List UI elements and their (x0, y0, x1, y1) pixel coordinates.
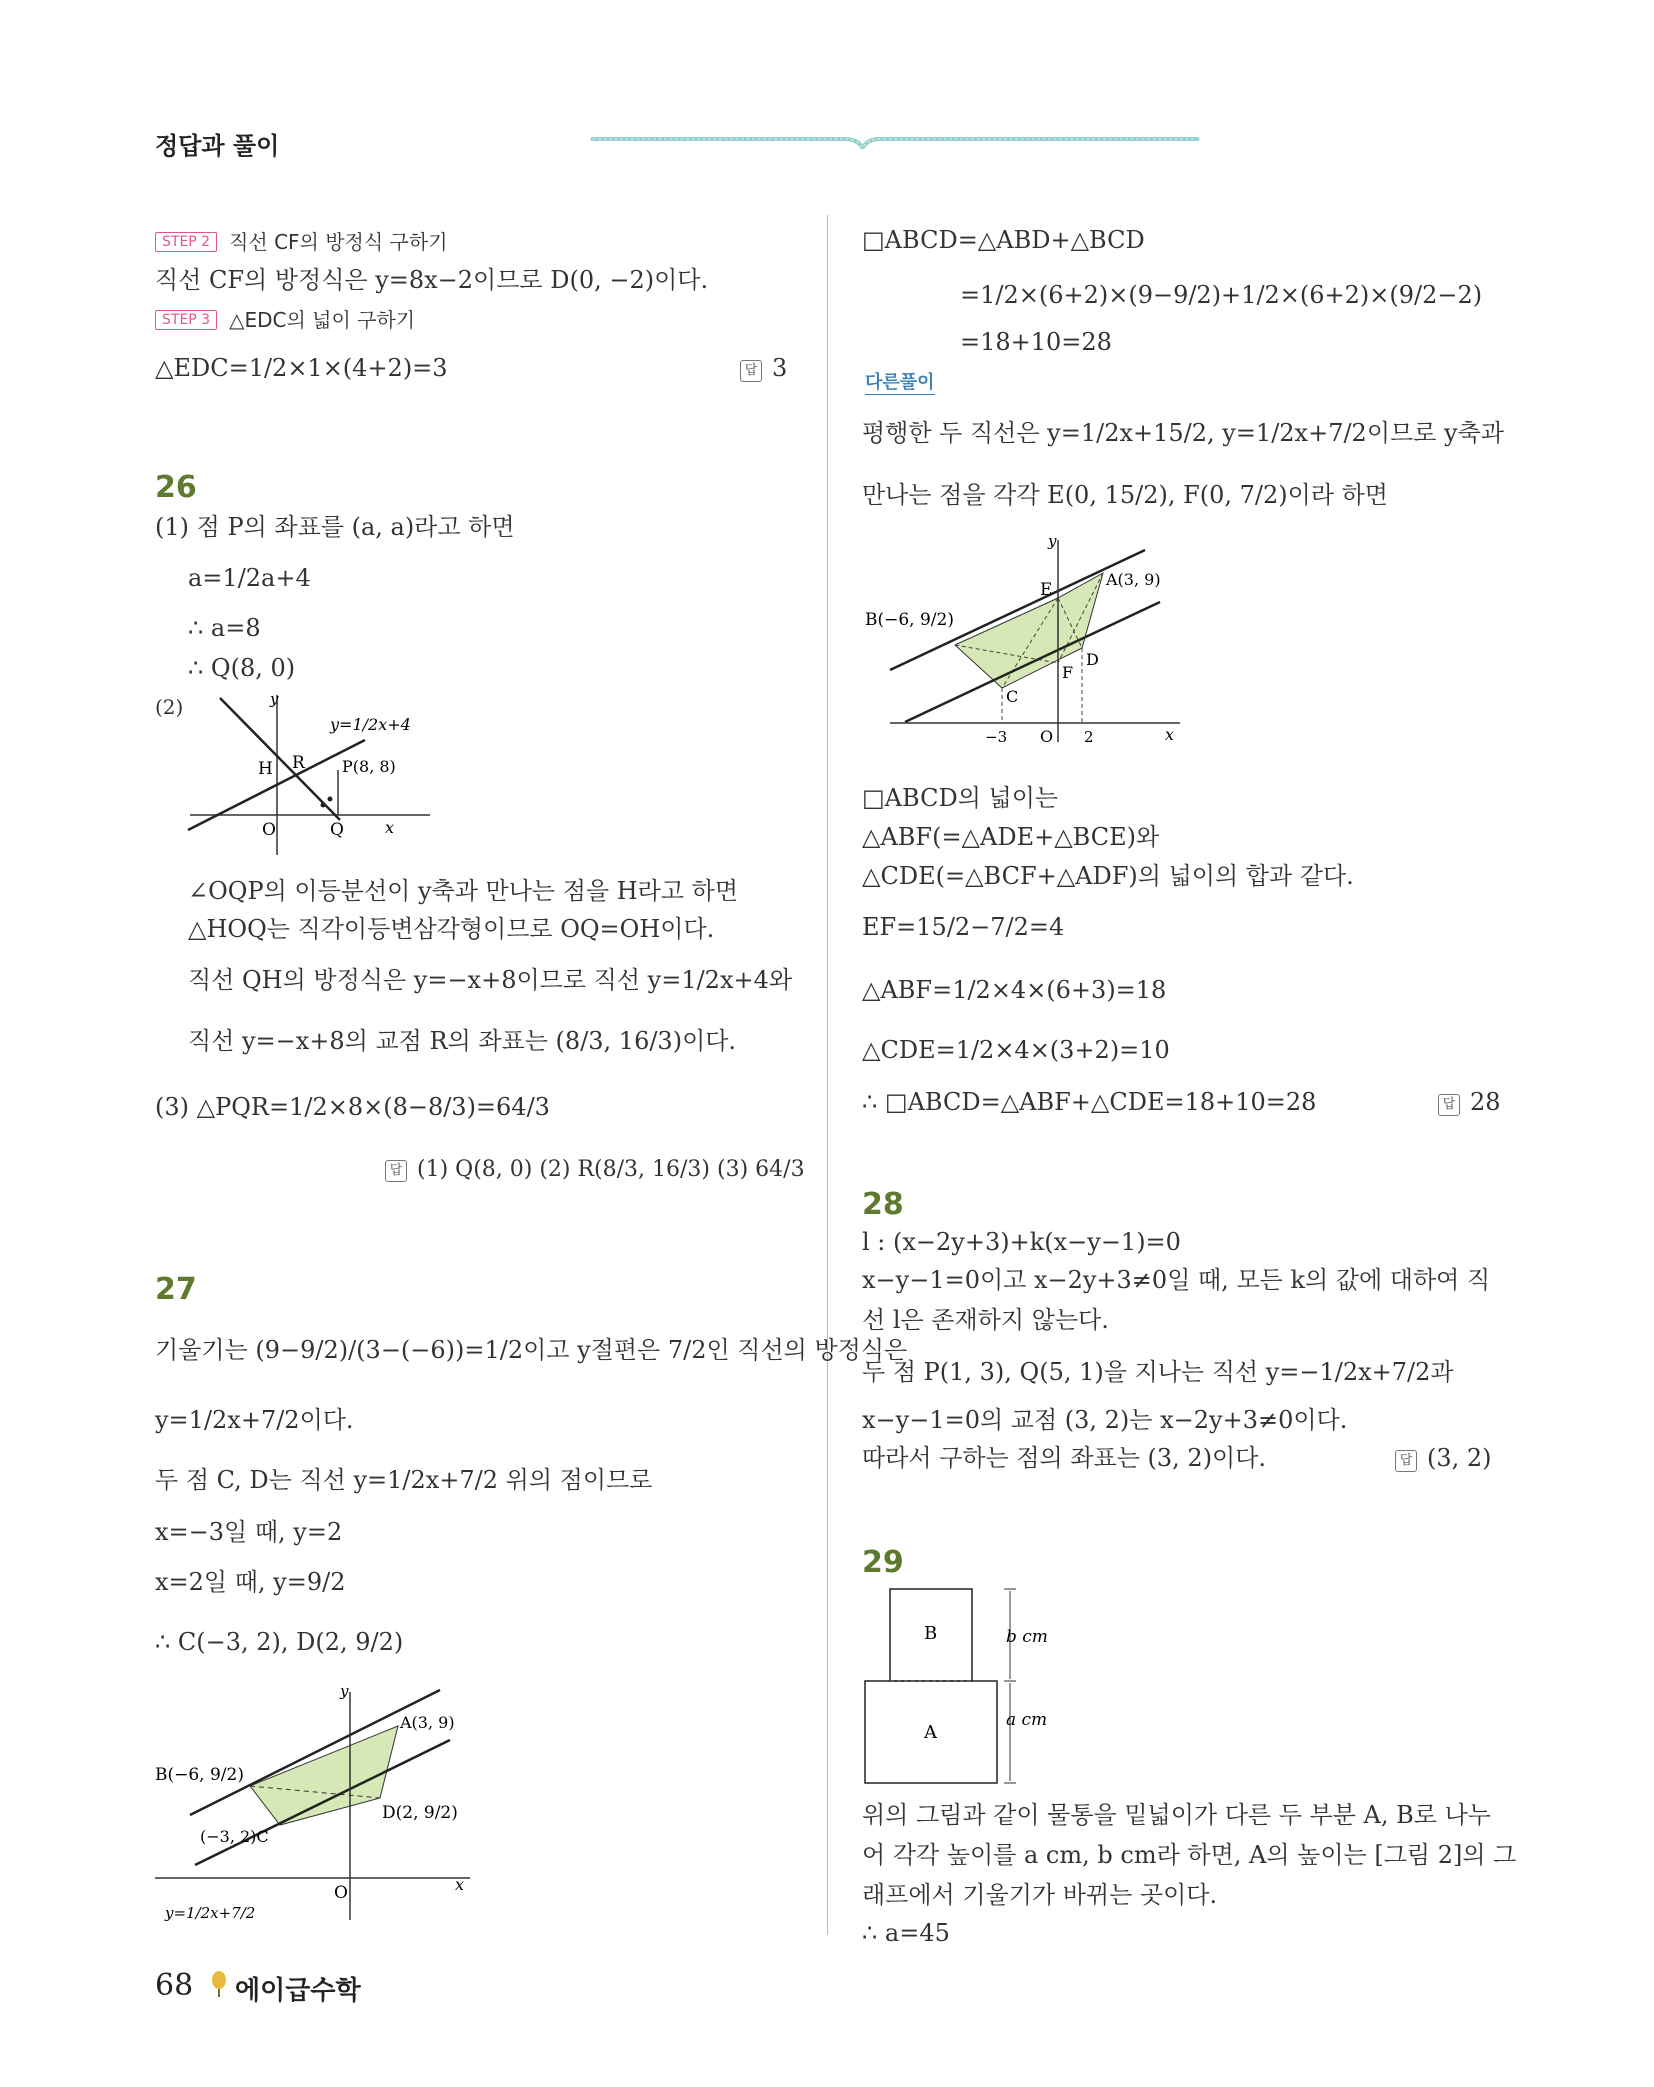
p26-figure (180, 690, 440, 860)
p28-line5: x−y−1=0의 교점 (3, 2)는 x−2y+3≠0이다. (862, 1406, 1348, 1434)
r-x-label: x (1165, 725, 1175, 744)
p28-line3: 선 l은 존재하지 않는다. (862, 1306, 1109, 1334)
p27-x-label: x (455, 1875, 465, 1894)
p26-x-label: x (385, 818, 395, 837)
problem-28-number: 28 (862, 1187, 904, 1222)
p28-line4: 두 점 P(1, 3), Q(5, 1)을 지나는 직선 y=−1/2x+7/2과 (862, 1358, 1454, 1386)
p26-line8: 직선 QH의 방정식은 y=−x+8이므로 직선 y=1/2x+4와 (188, 966, 793, 994)
column-divider (827, 215, 828, 1935)
r-o-label: O (1040, 727, 1054, 745)
p26-p-label: P(8, 8) (342, 757, 396, 776)
p28-line2: x−y−1=0이고 x−2y+3≠0일 때, 모든 k의 값에 대하여 직 (862, 1266, 1491, 1294)
r-line4: 평행한 두 직선은 y=1/2x+15/2, y=1/2x+7/2이므로 y축과 (862, 419, 1504, 447)
p29-acm-label: a cm (1006, 1710, 1048, 1730)
p27-y-label: y (340, 1682, 349, 1700)
answer-icon: 답 (385, 1160, 407, 1182)
p26-q-label: Q (330, 820, 344, 840)
r-line7: △ABF(=△ADE+△BCE)와 (862, 823, 1160, 851)
r-line1: □ABCD=△ABD+△BCD (862, 226, 1145, 254)
step2-badge: STEP 2 (155, 232, 217, 252)
r-line8: △CDE(=△BCF+△ADF)의 넓이의 합과 같다. (862, 862, 1354, 890)
r-line3: =18+10=28 (960, 328, 1112, 356)
r-e-label: E (1040, 580, 1053, 600)
p27-o-label: O (334, 1883, 348, 1903)
p27-b-label: B(−6, 9/2) (155, 1765, 244, 1785)
r-line12-answer (1438, 1087, 1501, 1117)
step2-title: 직선 CF의 방정식 구하기 (229, 230, 448, 254)
step3-badge: STEP 3 (155, 310, 217, 330)
p29-a-label: A (924, 1722, 937, 1743)
p26-eq-label: y=1/2x+4 (330, 715, 411, 734)
p27-figure (150, 1680, 480, 1925)
p26-h-label: H (258, 759, 273, 779)
r-line12: ∴ □ABCD=△ABF+△CDE=18+10=28 (862, 1088, 1317, 1116)
step3-formula: △EDC=1/2×1×(4+2)=3 (155, 354, 448, 382)
r-2-label: 2 (1084, 728, 1094, 745)
r-b-label: B(−6, 9/2) (865, 610, 954, 630)
p26-line2: a=1/2a+4 (188, 564, 311, 592)
p27-line3: 두 점 C, D는 직선 y=1/2x+7/2 위의 점이므로 (155, 1466, 653, 1494)
p29-bcm-label: b cm (1006, 1627, 1048, 1647)
p28-answer (1395, 1443, 1492, 1473)
p26-line5: (2) (155, 695, 184, 719)
step3-answer-value: 3 (772, 354, 788, 382)
r-m3-label: −3 (985, 728, 1008, 745)
r-c-label: C (1006, 687, 1019, 706)
problem-26-number: 26 (155, 470, 197, 505)
p26-r-label: R (292, 753, 305, 773)
r-figure (860, 530, 1190, 745)
r-a-label: A(3, 9) (1106, 570, 1161, 589)
answer-icon: 답 (1395, 1450, 1417, 1472)
p26-y-label: y (270, 690, 279, 708)
answer-icon: 답 (1438, 1094, 1460, 1116)
alternate-solution-label: 다른풀이 (865, 368, 935, 395)
step3-heading (155, 305, 415, 335)
r-line9: EF=15/2−7/2=4 (862, 913, 1065, 941)
step2-text: 직선 CF의 방정식은 y=8x−2이므로 D(0, −2)이다. (155, 266, 709, 294)
r-line6: □ABCD의 넓이는 (862, 784, 1059, 812)
p26-line7: △HOQ는 직각이등변삼각형이므로 OQ=OH이다. (188, 915, 715, 943)
p27-d-label: D(2, 9/2) (382, 1803, 458, 1823)
r-line11: △CDE=1/2×4×(3+2)=10 (862, 1036, 1170, 1064)
problem-27-number: 27 (155, 1272, 197, 1307)
p28-line1: l : (x−2y+3)+k(x−y−1)=0 (862, 1228, 1181, 1256)
header-decorative-bar (290, 135, 1500, 149)
p27-line2: y=1/2x+7/2이다. (155, 1406, 354, 1434)
p26-dot (321, 803, 326, 808)
r-d-label: D (1086, 650, 1099, 669)
p26-dot (328, 797, 333, 802)
p26-line4: ∴ Q(8, 0) (188, 654, 296, 682)
page-header-title: 정답과 풀이 (155, 132, 280, 160)
p26-line-qp (220, 698, 340, 820)
r-y-label: y (1048, 532, 1057, 550)
p26-line6: ∠OQP의 이등분선이 y축과 만나는 점을 H라고 하면 (188, 877, 738, 905)
p27-line1: 기울기는 (9−9/2)/(3−(−6))=1/2이고 y절편은 7/2인 직선의 방정식은 (155, 1336, 908, 1364)
r-line10: △ABF=1/2×4×(6+3)=18 (862, 976, 1167, 1004)
problem-29-number: 29 (862, 1545, 904, 1580)
brand-name: 에이급수학 (235, 1976, 361, 2006)
p29-line2: 어 각각 높이를 a cm, b cm라 하면, A의 높이는 [그림 2]의 그 (862, 1841, 1517, 1869)
p27-eq-label: y=1/2x+7/2 (165, 1904, 256, 1922)
p27-line6: ∴ C(−3, 2), D(2, 9/2) (155, 1628, 404, 1656)
step2-heading (155, 227, 448, 257)
step3-answer (740, 353, 787, 383)
p29-figure (860, 1585, 1060, 1790)
r-quad-abcd (955, 573, 1103, 688)
p26-o-label: O (262, 820, 276, 840)
step3-title: △EDC의 넓이 구하기 (229, 308, 416, 332)
p27-c-label: (−3, 2)C (200, 1827, 269, 1846)
p28-answer-value: (3, 2) (1427, 1444, 1492, 1472)
p27-line4: x=−3일 때, y=2 (155, 1518, 343, 1546)
r-line5: 만나는 점을 각각 E(0, 15/2), F(0, 7/2)이라 하면 (862, 481, 1388, 509)
p26-line10: (3) △PQR=1/2×8×(8−8/3)=64/3 (155, 1093, 550, 1121)
r-line2: =1/2×(6+2)×(9−9/2)+1/2×(6+2)×(9/2−2) (960, 281, 1483, 309)
p29-line3: 래프에서 기울기가 바뀌는 곳이다. (862, 1881, 1218, 1909)
p27-a-label: A(3, 9) (400, 1713, 455, 1732)
p27-line5: x=2일 때, y=9/2 (155, 1568, 346, 1596)
p26-answer (385, 1155, 805, 1185)
p26-answer-value: (1) Q(8, 0) (2) R(8/3, 16/3) (3) 64/3 (417, 1157, 805, 1182)
r-line12-answer-value: 28 (1470, 1088, 1501, 1116)
p26-line1: (1) 점 P의 좌표를 (a, a)라고 하면 (155, 513, 515, 541)
p29-line4: ∴ a=45 (862, 1919, 950, 1947)
brand-balloon-icon (210, 1970, 228, 1998)
p28-line6: 따라서 구하는 점의 좌표는 (3, 2)이다. (862, 1444, 1267, 1472)
p26-line9: 직선 y=−x+8의 교점 R의 좌표는 (8/3, 16/3)이다. (188, 1027, 737, 1055)
p29-line1: 위의 그림과 같이 물통을 밑넓이가 다른 두 부분 A, B로 나누 (862, 1801, 1491, 1829)
p26-line3: ∴ a=8 (188, 614, 261, 642)
answer-icon: 답 (740, 360, 762, 382)
page-number: 68 (155, 1968, 194, 2003)
p29-b-label: B (924, 1623, 938, 1644)
r-f-label: F (1062, 663, 1074, 682)
